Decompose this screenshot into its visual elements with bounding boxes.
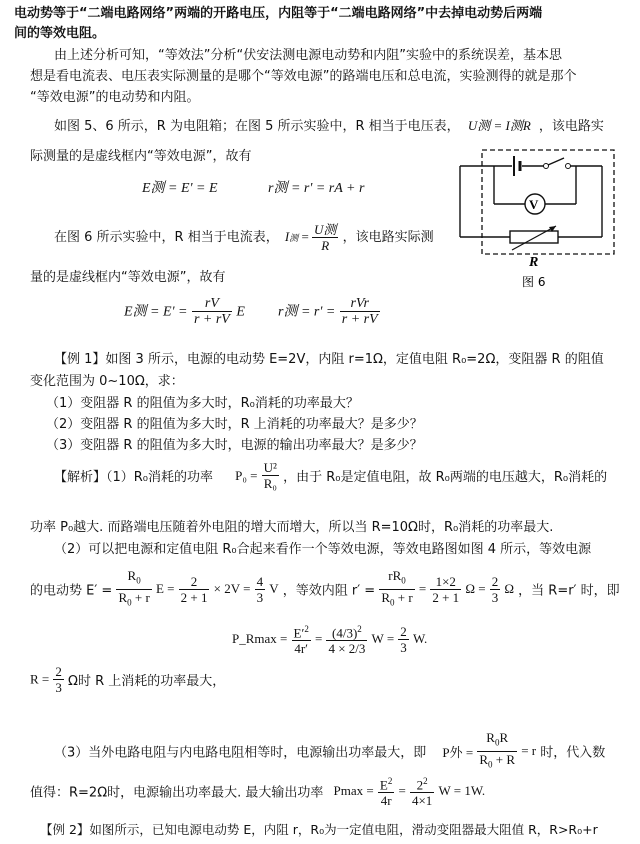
eq2-right: r测 = r' = $\frac{\text{rVr}}{r + rV}$: [278, 296, 378, 327]
para1-line-2: 想是看电流表、电压表实际测量的是哪个“等效电源”的路端电压和总电流，实验测得的就是那个: [30, 69, 577, 84]
eq2-left: E测 = E' = $\frac{rV}{r + rV}$ E: [124, 296, 245, 327]
para2-line-2: 际测量的是虚线框内“等效电源”，故有: [30, 149, 252, 164]
solution-1: 【解析】（1）R₀消耗的功率 P₀ = $\frac{\text{U²}}{\text{R₀}}$ ，由于 R₀是定值电阻，故 R₀两端的电压越大，R₀消耗的: [54, 460, 608, 491]
example1-q1: （1）变阻器 R 的阻值为多大时，R₀消耗的功率最大？: [46, 396, 359, 411]
para2-tail: ，该电路实: [538, 119, 604, 134]
heading-line-2: 间的等效电阻。: [14, 26, 106, 41]
circuit-figure-6: [452, 142, 622, 292]
heading-line-1: 电动势等于“二端电路网络”两端的开路电压，内阻等于“二端电路网络”中去掉电动势后两端: [14, 6, 543, 21]
eq1-left: E测 = E' = E: [142, 181, 218, 196]
example1-q2: （2）变阻器 R 的阻值为多大时，R 上消耗的功率最大？是多少？: [46, 417, 423, 432]
para3-fraction: $\frac{\text{U测}}{R}$: [314, 222, 337, 253]
solution-2-line-1: （2）可以把电源和定值电阻 R₀合起来看作一个等效电源，等效电路图如图 4 所示，等效电源: [54, 542, 592, 557]
para2-text: 如图 5、6 所示，R 为电阻箱；在图 5 所示实验中，R 相当于电压表，: [54, 119, 460, 134]
eq1-right: r测 = r' = rA + r: [268, 181, 365, 196]
para3-line-2: 量的是虚线框内“等效电源”，故有: [30, 270, 226, 285]
example1-line-2: 变化范围为 0~10Ω，求：: [30, 374, 184, 389]
example1-line-1: 【例 1】如图 3 所示，电源的电动势 E=2V，内阻 r=1Ω，定值电阻 R₀=2Ω，变阻器 R 的阻值: [54, 352, 604, 367]
solution-3-line-1: （3）当外电路电阻与内电路电阻相等时，电源输出功率最大，即 P外 = $\frac{R_0R}{R_0 + R}$ = r 时，代入数: [54, 730, 606, 770]
resistor-label: R: [529, 255, 539, 270]
example1-q3: （3）变阻器 R 的阻值为多大时，电源的输出功率最大？是多少？: [46, 438, 423, 453]
solution-2-pmax: P_Rmax = $\frac{E'^2}{4r'}$ = $\frac{(4/3)^2}{4 \times 2/3}$ W = $\frac{2}{3}$ W.: [232, 623, 428, 657]
solution-2-r-value: R = $\frac{2}{3}$ Ω时 R 上消耗的功率最大，: [30, 664, 226, 695]
solution-3-line-2: 值得：R=2Ω时，电源输出功率最大. 最大输出功率 Pmax = $\frac{E^2}{4r}$ = $\frac{2^2}{4\times 1}$ W = 1W.: [30, 776, 486, 809]
voltmeter-label: V: [529, 197, 539, 212]
example2-line: 【例 2】如图所示，已知电源电动势 E，内阻 r，R₀为一定值电阻，滑动变阻器最大阻值 R，R>R₀+r: [40, 822, 598, 837]
para2-line-1: [54, 115, 604, 134]
para2-equation: U测 = I测R: [467, 118, 531, 133]
solution-2-emf: 的电动势 E′ = $\frac{R_0}{R_0 + r}$ E = $\frac{2}{2 + 1}$ × 2V = $\frac{4}{3}$ V ，等效内阻 r′ = $\frac{rR_0}{R_0 + r}$ = $\frac{1\times 2}{2 + 1}$ Ω = $\frac{2}{3}$ Ω ，当 R=r′ 时，即: [30, 568, 620, 608]
para1-line-3: “等效电源”的电动势和内阻。: [30, 90, 200, 105]
para1-line-1: 由上述分析可知，“等效法”分析“伏安法测电源电动势和内阻”实验中的系统误差，基本思: [54, 48, 562, 63]
switch-icon: [544, 164, 549, 169]
solution-1-line-2: 功率 P₀越大. 而路端电压随着外电阻的增大而增大，所以当 R=10Ω时，R₀消耗的功率最大.: [30, 520, 554, 535]
para3-line-1: 在图 6 所示实验中，R 相当于电流表， I测 = $\frac{\text{U测}}{R}$ ，该电路实际测: [54, 222, 434, 253]
variable-resistor-icon: [510, 231, 558, 243]
para3-text: 在图 6 所示实验中，R 相当于电流表，: [54, 230, 279, 245]
figure-caption: 图 6: [522, 275, 546, 289]
para3-tail: ，该电路实际测: [342, 230, 434, 245]
